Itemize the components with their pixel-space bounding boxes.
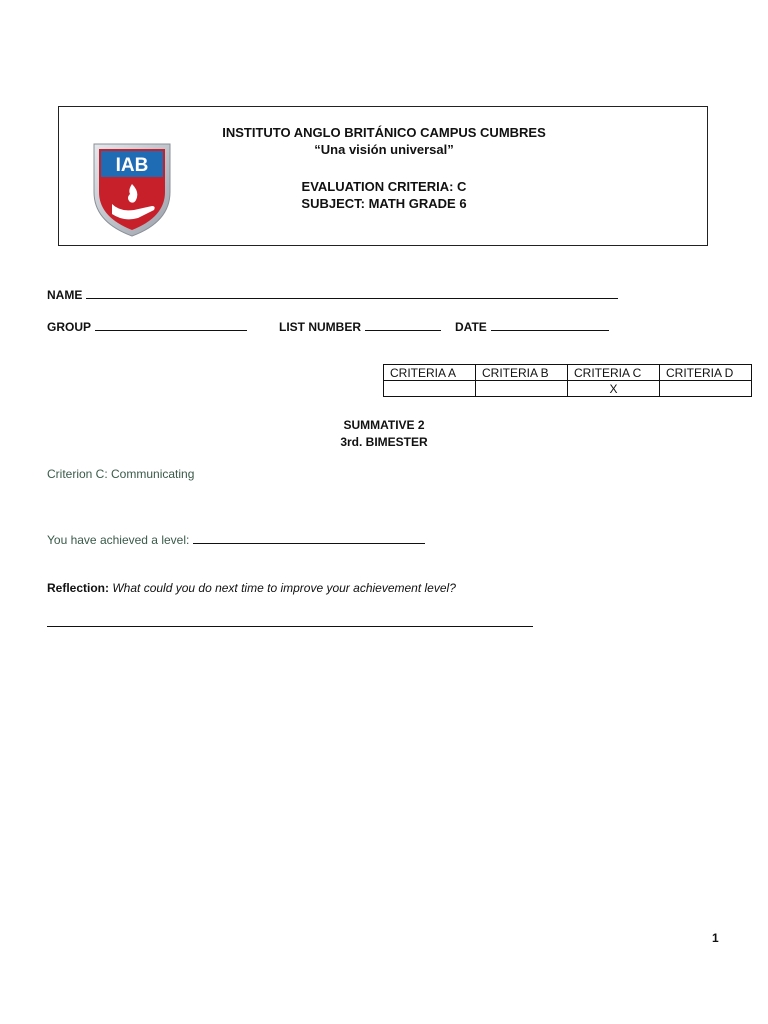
page-number: 1 xyxy=(712,931,719,945)
reflection-label: Reflection: xyxy=(47,581,110,595)
criteria-b-mark xyxy=(476,381,568,397)
criteria-b-header: CRITERIA B xyxy=(476,365,568,381)
reflection xyxy=(47,581,456,595)
header-box xyxy=(58,106,708,246)
school-motto: “Una visión universal” xyxy=(314,142,454,157)
subject-line: SUBJECT: MATH GRADE 6 xyxy=(301,196,467,211)
achieved-level-blank[interactable] xyxy=(193,533,425,544)
date-label: DATE xyxy=(455,320,487,334)
criteria-table xyxy=(383,364,752,397)
criteria-header-row xyxy=(384,365,752,381)
evaluation-criteria: EVALUATION CRITERIA: C xyxy=(301,179,467,194)
criteria-c-header: CRITERIA C xyxy=(568,365,660,381)
criterion-label: Criterion C: Communicating xyxy=(47,467,195,481)
reflection-question: What could you do next time to improve your achievement level? xyxy=(112,581,456,595)
date-field xyxy=(455,320,609,334)
institution-name: INSTITUTO ANGLO BRITÁNICO CAMPUS CUMBRES xyxy=(222,125,546,140)
group-label: GROUP xyxy=(47,320,92,334)
achieved-level-field xyxy=(47,533,425,547)
criteria-a-header: CRITERIA A xyxy=(384,365,476,381)
criteria-d-header: CRITERIA D xyxy=(660,365,752,381)
criteria-mark-row xyxy=(384,381,752,397)
group-blank[interactable] xyxy=(95,320,247,331)
group-field xyxy=(47,320,247,334)
date-blank[interactable] xyxy=(491,320,609,331)
logo-text: IAB xyxy=(115,155,149,176)
list-number-blank[interactable] xyxy=(365,320,441,331)
name-field xyxy=(47,288,618,302)
reflection-answer-line[interactable] xyxy=(47,626,533,627)
list-number-label: LIST NUMBER xyxy=(279,320,361,334)
achieved-level-label: You have achieved a level: xyxy=(47,533,190,547)
list-number-field xyxy=(279,320,441,334)
name-label: NAME xyxy=(47,288,83,302)
criteria-a-mark xyxy=(384,381,476,397)
assessment-title: SUMMATIVE 2 xyxy=(343,418,425,432)
criteria-d-mark xyxy=(660,381,752,397)
criteria-c-mark: X xyxy=(568,381,660,397)
name-blank[interactable] xyxy=(86,288,618,299)
assessment-period: 3rd. BIMESTER xyxy=(340,435,428,449)
